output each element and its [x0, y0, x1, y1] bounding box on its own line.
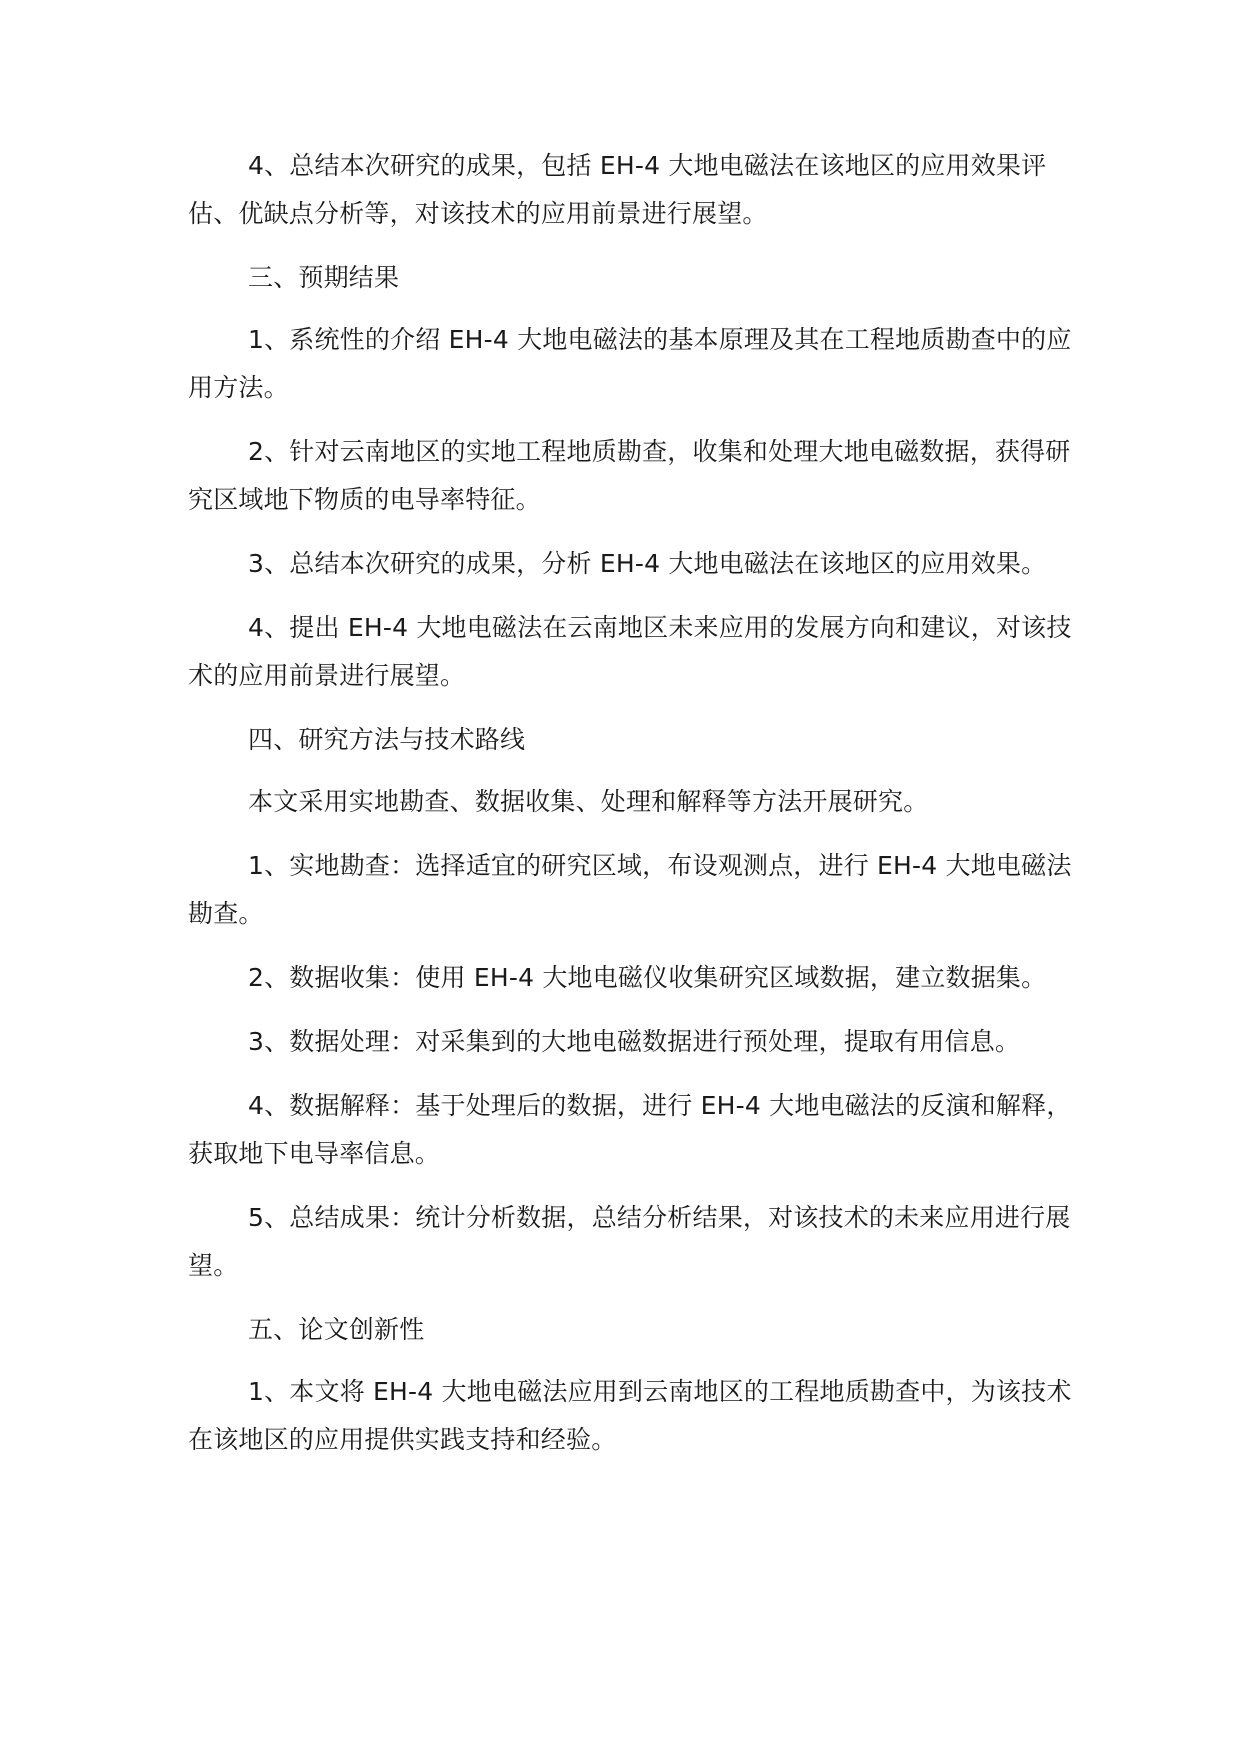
paragraph-methods-item-1: 1、实地勘查：选择适宜的研究区域，布设观测点，进行 EH-4 大地电磁法勘查。: [188, 851, 1072, 928]
paragraph-methods-item-2: 2、数据收集：使用 EH-4 大地电磁仪收集研究区域数据，建立数据集。: [248, 963, 1047, 992]
paragraph-innovation-item-1: 1、本文将 EH-4 大地电磁法应用到云南地区的工程地质勘查中，为该技术在该地区的应用提供实践支持和经验。: [188, 1377, 1072, 1454]
paragraph-summary-item-4: 4、总结本次研究的成果，包括 EH-4 大地电磁法在该地区的应用效果评估、优缺点分析等，对该技术的应用前景进行展望。: [188, 151, 1047, 228]
paragraph-expected-item-4: 4、提出 EH-4 大地电磁法在云南地区未来应用的发展方向和建议，对该技术的应用前景进行展望。: [188, 613, 1072, 690]
section-heading-innovation: 五、论文创新性: [248, 1315, 425, 1344]
paragraph-expected-item-3: 3、总结本次研究的成果，分析 EH-4 大地电磁法在该地区的应用效果。: [248, 549, 1047, 578]
paragraph-expected-item-1: 1、系统性的介绍 EH-4 大地电磁法的基本原理及其在工程地质勘查中的应用方法。: [188, 325, 1072, 402]
section-heading-expected-results: 三、预期结果: [248, 263, 400, 292]
paragraph-methods-item-5: 5、总结成果：统计分析数据，总结分析结果，对该技术的未来应用进行展望。: [188, 1203, 1071, 1280]
paragraph-methods-intro: 本文采用实地勘查、数据收集、处理和解释等方法开展研究。: [248, 787, 929, 816]
paragraph-methods-item-3: 3、数据处理：对采集到的大地电磁数据进行预处理，提取有用信息。: [248, 1027, 1021, 1056]
paragraph-expected-item-2: 2、针对云南地区的实地工程地质勘查，收集和处理大地电磁数据，获得研究区域地下物质的电导率特征。: [188, 437, 1071, 514]
body-text: [188, 142, 1073, 1480]
section-heading-methods: 四、研究方法与技术路线: [248, 725, 526, 754]
paragraph-methods-item-4: 4、数据解释：基于处理后的数据，进行 EH-4 大地电磁法的反演和解释，获取地下电导率信息。: [188, 1091, 1072, 1168]
